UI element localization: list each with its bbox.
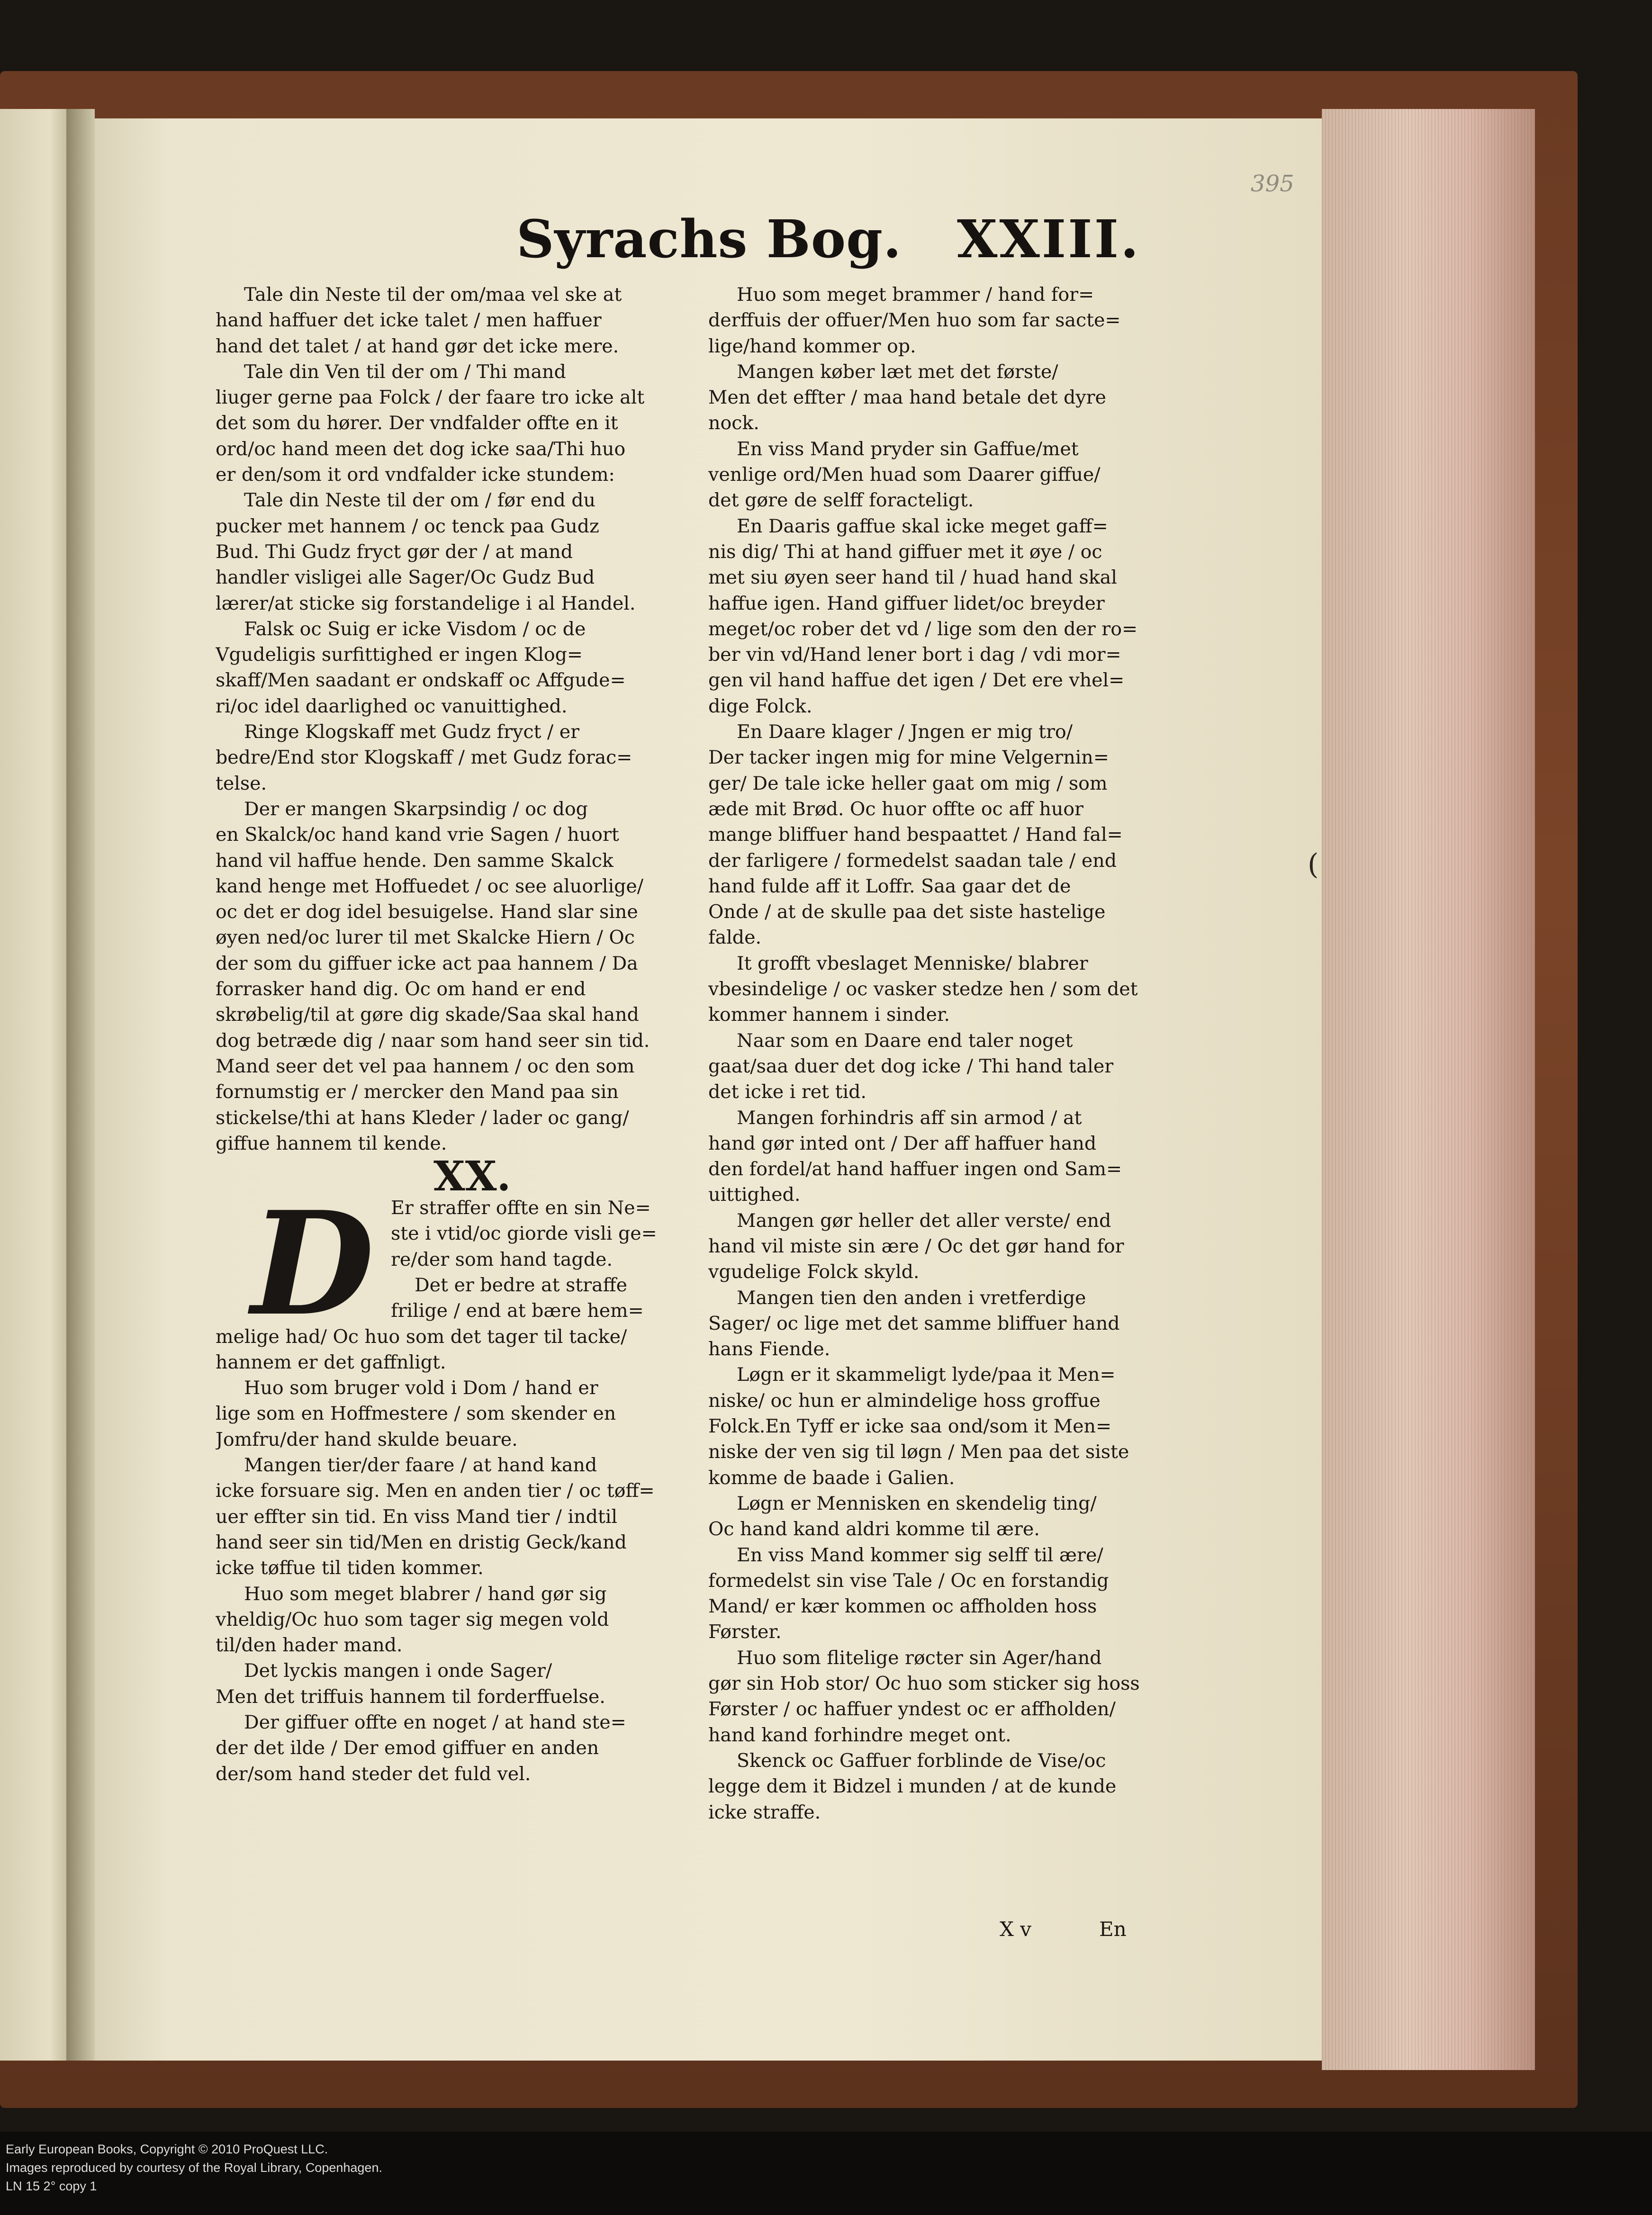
text-line: En viss Mand pryder sin Gaffue/met	[737, 438, 1079, 460]
left-column-text-bottom	[216, 1324, 680, 1787]
text-line: fornumstig er / mercker den Mand paa sin	[216, 1081, 619, 1103]
text-line: Skenck oc Gaffuer forblinde de Vise/oc	[737, 1749, 1106, 1772]
text-line: Tale din Neste til der om/maa vel ske at	[244, 284, 622, 306]
text-line: Løgn er it skammeligt lyde/paa it Men=	[737, 1364, 1116, 1386]
margin-mark: (	[1308, 848, 1319, 881]
text-line: vheldig/Oc huo som tager sig megen vold	[216, 1608, 609, 1630]
text-line: Huo som meget blabrer / hand gør sig	[244, 1583, 607, 1605]
text-line: En viss Mand kommer sig selff til ære/	[737, 1544, 1103, 1566]
text-line: det gøre de selff foracteligt.	[708, 489, 974, 512]
text-line: Det lyckis mangen i onde Sager/	[244, 1660, 552, 1682]
text-line: pucker met hannem / oc tenck paa Gudz	[216, 515, 599, 537]
signature-mark: X v	[1000, 1918, 1031, 1941]
text-line: Er straffer offte en sin Ne=	[391, 1197, 651, 1219]
running-title: Syrachs Bog.	[516, 208, 902, 270]
left-column	[216, 282, 680, 1787]
text-line: vgudelige Folck skyld.	[708, 1261, 920, 1283]
text-line: Folck.En Tyff er icke saa ond/som it Men=	[708, 1415, 1112, 1438]
folio-number: 395	[1251, 171, 1294, 197]
text-line: Men det effter / maa hand betale det dyre	[708, 387, 1106, 409]
text-line: Huo som meget brammer / hand for=	[737, 284, 1094, 306]
text-line: Onde / at de skulle paa det siste hastelige	[708, 901, 1106, 923]
text-line: icke straffe.	[708, 1801, 821, 1823]
chapter-heading: XX.	[433, 1153, 511, 1201]
text-line: Mangen tier/der faare / at hand kand	[244, 1454, 597, 1477]
text-line: icke tøffue til tiden kommer.	[216, 1557, 484, 1579]
text-line: legge dem it Bidzel i munden / at de kunde	[708, 1775, 1117, 1798]
text-line: stickelse/thi at hans Kleder / lader oc gang/	[216, 1107, 629, 1129]
text-line: gen vil hand haffue det igen / Det ere vhel=	[708, 669, 1125, 692]
right-column-text	[708, 282, 1173, 1825]
text-line: nis dig/ Thi at hand giffuer met it øye / oc	[708, 540, 1102, 563]
text-line: uittighed.	[708, 1184, 801, 1206]
text-line: komme de baade i Galien.	[708, 1467, 955, 1489]
text-line: Vgudeligis surfittighed er ingen Klog=	[216, 644, 583, 666]
text-line: hand vil haffue hende. Den samme Skalck	[216, 849, 614, 872]
text-line: Men det triffuis hannem til forderffuelse.	[216, 1685, 605, 1708]
text-line: Mand seer det vel paa hannem / oc den som	[216, 1055, 635, 1077]
facing-page-edge	[0, 109, 71, 2061]
text-line: gør sin Hob stor/ Oc huo som sticker sig hoss	[708, 1673, 1140, 1695]
text-line: til/den hader mand.	[216, 1634, 403, 1657]
text-line: liuger gerne paa Folck / der faare tro icke alt	[216, 387, 645, 409]
text-line: falde.	[708, 927, 762, 949]
text-line: hand haffuer det icke talet / men haffuer	[216, 309, 602, 332]
text-line: icke forsuare sig. Men en anden tier / oc tøff=	[216, 1480, 655, 1502]
text-line: frilige / end at bære hem=	[391, 1300, 644, 1322]
gutter	[66, 109, 95, 2061]
text-line: Huo som flitelige røcter sin Ager/hand	[737, 1647, 1102, 1669]
text-line: Sager/ oc lige met det samme bliffuer hand	[708, 1312, 1120, 1334]
text-line: formedelst sin vise Tale / Oc en forstandig	[708, 1569, 1109, 1592]
text-line: det som du hører. Der vndfalder offte en it	[216, 412, 618, 434]
text-line: hand det talet / at hand gør det icke mere.	[216, 335, 619, 357]
text-line: hand kand forhindre meget ont.	[708, 1724, 1011, 1746]
catchword: En	[1099, 1918, 1127, 1941]
text-line: forrasker hand dig. Oc om hand er end	[216, 978, 586, 1000]
text-line: Der er mangen Skarpsindig / oc dog	[244, 798, 588, 820]
left-column-text-top	[216, 282, 680, 1156]
text-line: kommer hannem i sinder.	[708, 1004, 950, 1026]
text-line: haffue igen. Hand giffuer lidet/oc breyder	[708, 592, 1105, 614]
text-line: Løgn er Mennisken en skendelig ting/	[737, 1492, 1097, 1514]
text-line: melige had/ Oc huo som det tager til tacke/	[216, 1325, 627, 1348]
drop-initial: D	[251, 1180, 375, 1348]
fore-edge	[1322, 109, 1535, 2070]
text-line: Tale din Neste til der om / før end du	[244, 489, 596, 512]
text-line: Mangen forhindris aff sin armod / at	[737, 1107, 1082, 1129]
text-line: Førster / oc haffuer yndest oc er affholden/	[708, 1698, 1116, 1720]
text-line: Der giffuer offte en noget / at hand ste=	[244, 1711, 626, 1734]
text-line: telse.	[216, 772, 267, 794]
text-line: Bud. Thi Gudz fryct gør der / at mand	[216, 540, 573, 563]
text-line: lige/hand kommer op.	[708, 335, 916, 357]
text-line: vbesindelige / oc vasker stedze hen / som det	[708, 978, 1138, 1000]
text-line: bedre/End stor Klogskaff / met Gudz forac=	[216, 747, 632, 769]
text-line: æde mit Brød. Oc huor offte oc aff huor	[708, 798, 1083, 820]
text-line: hannem er det gaffnligt.	[216, 1351, 446, 1373]
text-line: lærer/at sticke sig forstandelige i al Handel.	[216, 592, 636, 614]
footer-line: Early European Books, Copyright © 2010 ProQuest LLC.	[6, 2142, 328, 2156]
text-line: der som du giffuer icke act paa hannem / Da	[216, 952, 638, 974]
text-line: øyen ned/oc lurer til met Skalcke Hiern / Oc	[216, 927, 635, 949]
text-line: den fordel/at hand haffuer ingen ond Sam=	[708, 1158, 1122, 1180]
text-line: oc det er dog idel besuigelse. Hand slar sine	[216, 901, 638, 923]
text-line: der farligere / formedelst saadan tale / end	[708, 849, 1117, 872]
text-line: Mangen køber læt met det første/	[737, 360, 1058, 383]
text-line: venlige ord/Men huad som Daarer giffue/	[708, 464, 1101, 486]
text-line: It grofft vbeslaget Menniske/ blabrer	[737, 952, 1088, 974]
text-line: hand seer sin tid/Men en dristig Geck/kand	[216, 1531, 627, 1553]
text-line: ger/ De tale icke heller gaat om mig / som	[708, 772, 1108, 794]
text-line: en Skalck/oc hand kand vrie Sagen / huort	[216, 824, 619, 846]
text-line: hans Fiende.	[708, 1338, 831, 1360]
text-line: En Daaris gaffue skal icke meget gaff=	[737, 515, 1108, 537]
leaf-number: XXIII.	[957, 208, 1141, 270]
text-line: nock.	[708, 412, 759, 434]
text-line: Jomfru/der hand skulde beuare.	[216, 1428, 518, 1450]
text-line: ri/oc idel daarlighed oc vanuittighed.	[216, 695, 568, 717]
text-line: ber vin vd/Hand lener bort i dag / vdi mor=	[708, 644, 1121, 666]
text-line: mange bliffuer hand bespaattet / Hand fal=	[708, 824, 1123, 846]
text-line: handler visligei alle Sager/Oc Gudz Bud	[216, 567, 595, 589]
text-line: skaff/Men saadant er ondskaff oc Affgude=	[216, 669, 626, 692]
text-line: niske der ven sig til løgn / Men paa det siste	[708, 1441, 1129, 1463]
text-line: hand vil miste sin ære / Oc det gør hand for	[708, 1235, 1124, 1257]
text-line: gaat/saa duer det dog icke / Thi hand taler	[708, 1055, 1114, 1077]
text-line: Der tacker ingen mig for mine Velgernin=	[708, 747, 1109, 769]
text-line: dige Folck.	[708, 695, 812, 717]
text-line: Tale din Ven til der om / Thi mand	[244, 360, 566, 383]
text-line: skrøbelig/til at gøre dig skade/Saa skal hand	[216, 1004, 639, 1026]
text-line: En Daare klager / Jngen er mig tro/	[737, 721, 1073, 743]
text-line: hand gør inted ont / Der aff haffuer hand	[708, 1132, 1097, 1154]
text-line: met siu øyen seer hand til / huad hand skal	[708, 567, 1117, 589]
text-line: meget/oc rober det vd / lige som den der ro=	[708, 618, 1138, 640]
text-line: Førster.	[708, 1621, 782, 1643]
text-line: derffuis der offuer/Men huo som far sacte=	[708, 309, 1121, 332]
text-line: Mand/ er kær kommen oc affholden hoss	[708, 1595, 1097, 1618]
text-line: giffue hannem til kende.	[216, 1132, 447, 1154]
text-line: re/der som hand tagde.	[391, 1248, 613, 1270]
text-line: Ringe Klogskaff met Gudz fryct / er	[244, 721, 580, 743]
text-line: det icke i ret tid.	[708, 1081, 867, 1103]
text-line: er den/som it ord vndfalder icke stundem:	[216, 464, 615, 486]
text-line: der det ilde / Der emod giffuer en anden	[216, 1737, 599, 1759]
copyright-footer	[6, 2140, 382, 2196]
text-line: Naar som en Daare end taler noget	[737, 1029, 1073, 1052]
right-column	[708, 282, 1173, 1825]
text-line: Huo som bruger vold i Dom / hand er	[244, 1377, 598, 1399]
text-line: uer effter sin tid. En viss Mand tier / indtil	[216, 1505, 618, 1528]
text-line: ste i vtid/oc giorde visli ge=	[391, 1223, 657, 1245]
text-line: Oc hand kand aldri komme til ære.	[708, 1518, 1040, 1540]
footer-line: Images reproduced by courtesy of the Royal Library, Copenhagen.	[6, 2161, 382, 2175]
text-line: Det er bedre at straffe	[415, 1274, 628, 1296]
text-line: dog betræde dig / naar som hand seer sin tid.	[216, 1029, 650, 1052]
text-line: ord/oc hand meen det dog icke saa/Thi huo	[216, 438, 626, 460]
text-line: kand henge met Hoffuedet / oc see aluorlige/	[216, 875, 644, 897]
text-line: lige som en Hoffmestere / som skender en	[216, 1403, 616, 1425]
text-line: Falsk oc Suig er icke Visdom / oc de	[244, 618, 586, 640]
text-line: Mangen tien den anden i vretferdige	[737, 1287, 1086, 1309]
text-line: der/som hand steder det fuld vel.	[216, 1763, 531, 1785]
text-line: hand fulde aff it Loffr. Saa gaar det de	[708, 875, 1071, 897]
footer-line: LN 15 2° copy 1	[6, 2179, 97, 2193]
text-line: niske/ oc hun er almindelige hoss groffue	[708, 1389, 1101, 1412]
text-line: Mangen gør heller det aller verste/ end	[737, 1209, 1111, 1232]
